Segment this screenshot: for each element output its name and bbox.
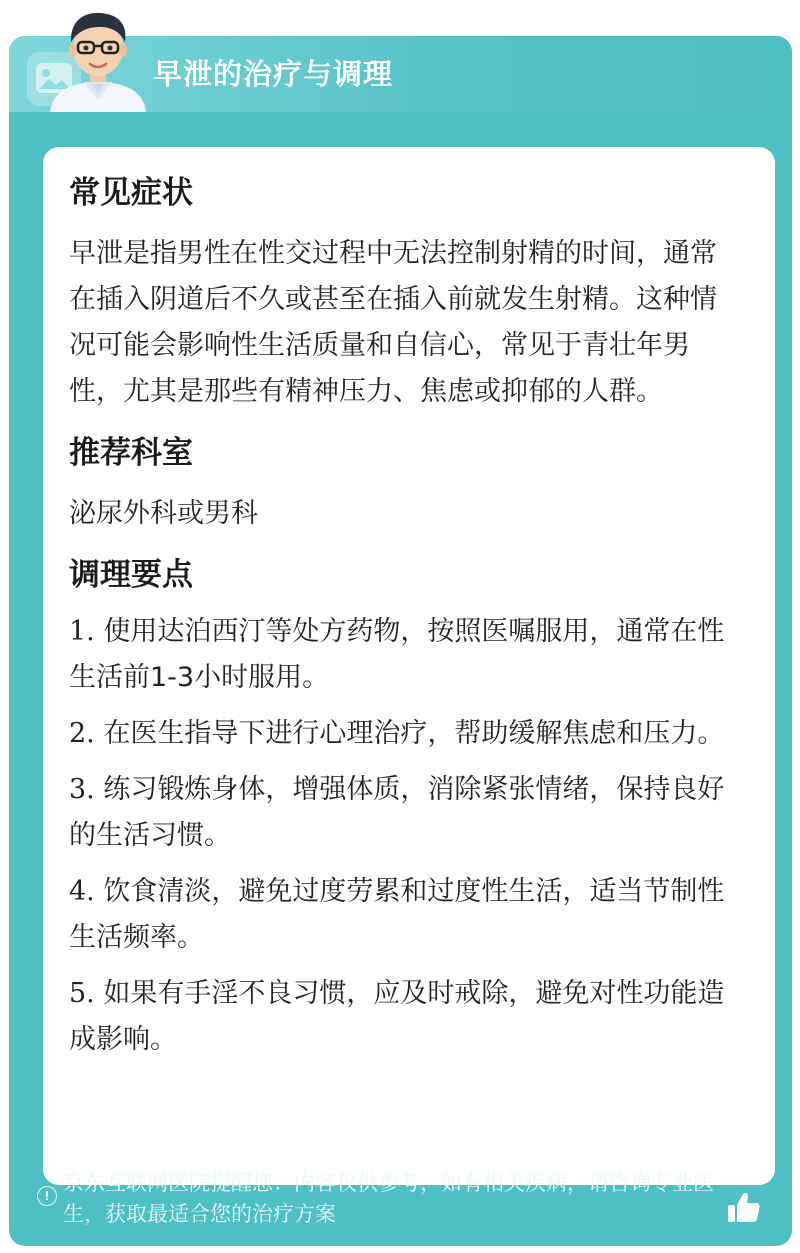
info-icon: ! (37, 1186, 57, 1206)
disclaimer-text: 京东互联网医院提醒您：内容仅供参考，如有相关疾病，请咨询专业医生，获取最适合您的治疗方案 (63, 1171, 714, 1226)
thumbs-up-icon[interactable] (725, 1190, 761, 1226)
care-list-item (69, 971, 739, 1063)
list-item-number: 2. (69, 718, 95, 749)
department-heading: 推荐科室 (69, 435, 193, 471)
content-card (43, 147, 775, 1185)
article-card (9, 36, 792, 1246)
list-item-number: 1. (69, 616, 95, 647)
list-item-text: 使用达泊西汀等处方药物，按照医嘱服用，通常在性生活前1-3小时服用。 (69, 616, 725, 693)
symptoms-heading: 常见症状 (69, 175, 193, 211)
department-text: 泌尿外科或男科 (69, 498, 258, 529)
list-item-text: 如果有手淫不良习惯，应及时戒除，避免对性功能造成影响。 (69, 978, 725, 1055)
symptoms-text: 早泄是指男性在性交过程中无法控制射精的时间，通常在插入阴道后不久或甚至在插入前就发生射精。这种情况可能会影响性生活质量和自信心，常见于青壮年男性，尤其是那些有精神压力、焦虑或抑郁的人群。 (69, 238, 717, 407)
list-item-number: 4. (69, 876, 95, 907)
list-item-number: 5. (69, 978, 95, 1009)
list-item-text: 饮食清淡，避免过度劳累和过度性生活，适当节制性生活频率。 (69, 876, 725, 953)
care-heading: 调理要点 (69, 557, 193, 593)
list-item-text: 练习锻炼身体，增强体质，消除紧张情绪，保持良好的生活习惯。 (69, 774, 725, 851)
care-list-item (69, 609, 739, 701)
care-list-item (69, 767, 739, 859)
care-list-item (69, 711, 739, 757)
page-title: 早泄的治疗与调理 (153, 57, 394, 91)
list-item-text: 在医生指导下进行心理治疗，帮助缓解焦虑和压力。 (103, 718, 725, 749)
footer (9, 1154, 792, 1246)
care-list-item (69, 869, 739, 961)
list-item-number: 3. (69, 774, 95, 805)
doctor-avatar (40, 8, 156, 112)
